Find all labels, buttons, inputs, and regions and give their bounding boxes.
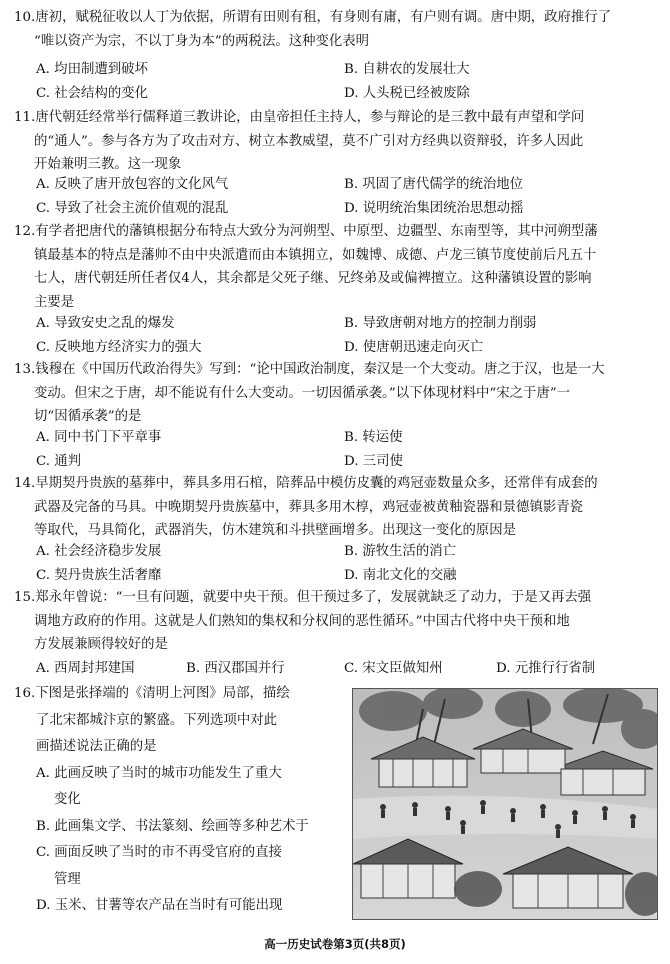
question-stem-line: 早期契丹贵族的墓葬中，葬具多用石棺，陪葬品中模仿皮囊的鸡冠壶数量众多，还常伴有成套的: [35, 476, 598, 491]
option-a-continued[interactable]: 变化: [54, 792, 81, 807]
question-stem-line: 钱穆在《中国历代政治得失》写到：“论中国政治制度，秦汉是一个大变动。唐之于汉，也是一大: [35, 362, 605, 377]
painting-illustration: [353, 689, 657, 919]
question-number: 15.: [14, 590, 36, 605]
question-14: [14, 472, 662, 543]
question-stem-line: 武器及完备的马具。中晚期契丹贵族墓中，葬具多用木椁，鸡冠壶被黄釉瓷器和景德镇影青瓷: [34, 499, 584, 515]
option-a[interactable]: A. 西周封邦建国: [36, 661, 135, 676]
question-stem-line: 有学者把唐代的藩镇根据分布特点大致分为河朔型、中原型、边疆型、东南型等，其中河朔型藩: [35, 224, 598, 239]
question-stem-line: 主要是: [34, 294, 75, 310]
question-number: 14.: [14, 476, 36, 491]
question-stem-line: 方发展兼顾得较好的是: [34, 637, 168, 652]
option-d[interactable]: D. 玉米、甘薯等农产品在当时有可能出现: [36, 898, 283, 913]
question-number: 12.: [14, 224, 36, 239]
page-footer: 高一历史试卷第3页(共8页): [264, 937, 406, 951]
option-a[interactable]: A. 社会经济稳步发展: [36, 544, 162, 559]
question-stem-line: 下图是张择端的《清明上河图》局部，描绘: [35, 686, 290, 701]
question-stem-line: 七人，唐代朝廷所任者仅4人，其余都是父死子继、兄终弟及或偏裨擅立。这种藩镇设置的影响: [34, 271, 592, 286]
option-d[interactable]: D. 说明统治集团统治思想动摇: [344, 201, 524, 216]
option-a[interactable]: A. 导致安史之乱的爆发: [36, 316, 175, 331]
option-c[interactable]: C. 契丹贵族生活奢靡: [36, 568, 162, 583]
question-number: 10.: [14, 10, 36, 25]
option-a[interactable]: A. 此画反映了当时的城市功能发生了重大: [36, 765, 282, 781]
option-a[interactable]: A. 反映了唐开放包容的文化风气: [36, 177, 229, 192]
option-c[interactable]: C. 通判: [36, 454, 82, 469]
option-a[interactable]: A. 同中书门下平章事: [36, 430, 162, 445]
option-b[interactable]: B. 导致唐朝对地方的控制力削弱: [344, 316, 537, 331]
option-b[interactable]: B. 游牧生活的消亡: [344, 544, 457, 559]
option-b[interactable]: B. 西汉郡国并行: [186, 661, 285, 676]
question-stem-line: 变动。但宋之于唐，却不能说有什么大变动。一切因循承袭。”以下体现材料中“宋之于唐”一: [34, 385, 571, 401]
option-a[interactable]: A. 均田制遭到破坏: [36, 62, 148, 77]
option-c[interactable]: C. 宋文臣做知州: [344, 661, 443, 676]
question-16: [14, 681, 344, 920]
option-d[interactable]: D. 使唐朝迅速走向灭亡: [344, 340, 484, 355]
question-stem-line: 切“因循承袭”的是: [34, 409, 142, 424]
question-stem-line: “唯以资产为宗，不以丁身为本”的两税法。这种变化表明: [34, 33, 370, 49]
option-d[interactable]: D. 人头税已经被废除: [344, 86, 470, 101]
question-11: [14, 106, 662, 177]
question-stem-line: 唐初，赋税征收以人丁为依据，所谓有田则有租，有身则有庸，有户则有调。唐中期，政府推行了: [35, 10, 612, 25]
option-c[interactable]: C. 社会结构的变化: [36, 86, 149, 101]
question-12: [14, 220, 662, 314]
question-stem-line: 了北宋都城汴京的繁盛。下列选项中对此: [36, 712, 278, 728]
option-d[interactable]: D. 南北文化的交融: [344, 568, 457, 583]
question-stem-line: 的“通人”。参与各方为了攻击对方、树立本教威望，莫不广引对方经典以资辩驳，许多人因此: [34, 133, 584, 149]
option-c[interactable]: C. 反映地方经济实力的强大: [36, 340, 202, 355]
option-d[interactable]: D. 元推行行省制: [496, 661, 596, 676]
option-d[interactable]: D. 三司使: [344, 454, 403, 469]
option-b[interactable]: B. 转运使: [344, 430, 403, 445]
question-stem-line: 调地方政府的作用。这就是人们熟知的集权和分权间的恶性循环。”中国古代将中央干预和地: [34, 613, 570, 629]
option-b[interactable]: B. 巩固了唐代儒学的统治地位: [344, 177, 524, 192]
question-13: [14, 358, 662, 429]
question-number: 11.: [14, 110, 36, 125]
option-b[interactable]: B. 自耕农的发展壮大: [344, 62, 470, 77]
option-b-text: B. 此画集文学、书法篆刻、绘画等多种艺术于: [36, 818, 309, 834]
question-number: 13.: [14, 362, 36, 377]
question-number: 16.: [14, 686, 36, 701]
question-stem-line: 画描述说法正确的是: [36, 739, 157, 754]
question-stem-line: 镇最基本的特点是藩帅不由中央派遣而由本镇拥立，如魏博、成德、卢龙三镇节度使前后凡五十: [34, 247, 597, 263]
option-c[interactable]: C. 导致了社会主流价值观的混乱: [36, 201, 229, 216]
question-15: [14, 586, 662, 657]
question-stem-line: 开始兼明三教。这一现象: [34, 157, 182, 172]
question-10: [14, 6, 662, 53]
question-stem-line: 唐代朝廷经常举行儒释道三教讲论，由皇帝担任主持人，参与辩论的是三教中最有声望和学问: [35, 110, 585, 125]
question-stem-line: 等取代，马具简化，武器消失，仿木建筑和斗拱壁画增多。出现这一变化的原因是: [34, 523, 517, 538]
qingming-painting-image: [352, 688, 658, 920]
option-b[interactable]: [14, 814, 344, 841]
option-c[interactable]: C. 画面反映了当时的市不再受官府的直接: [36, 845, 282, 860]
question-stem-line: 郑永年曾说：“一旦有问题，就要中央干预。但干预过多了，发展就缺乏了动力，于是又再去强: [35, 590, 592, 605]
option-c-continued[interactable]: 管理: [54, 871, 81, 887]
